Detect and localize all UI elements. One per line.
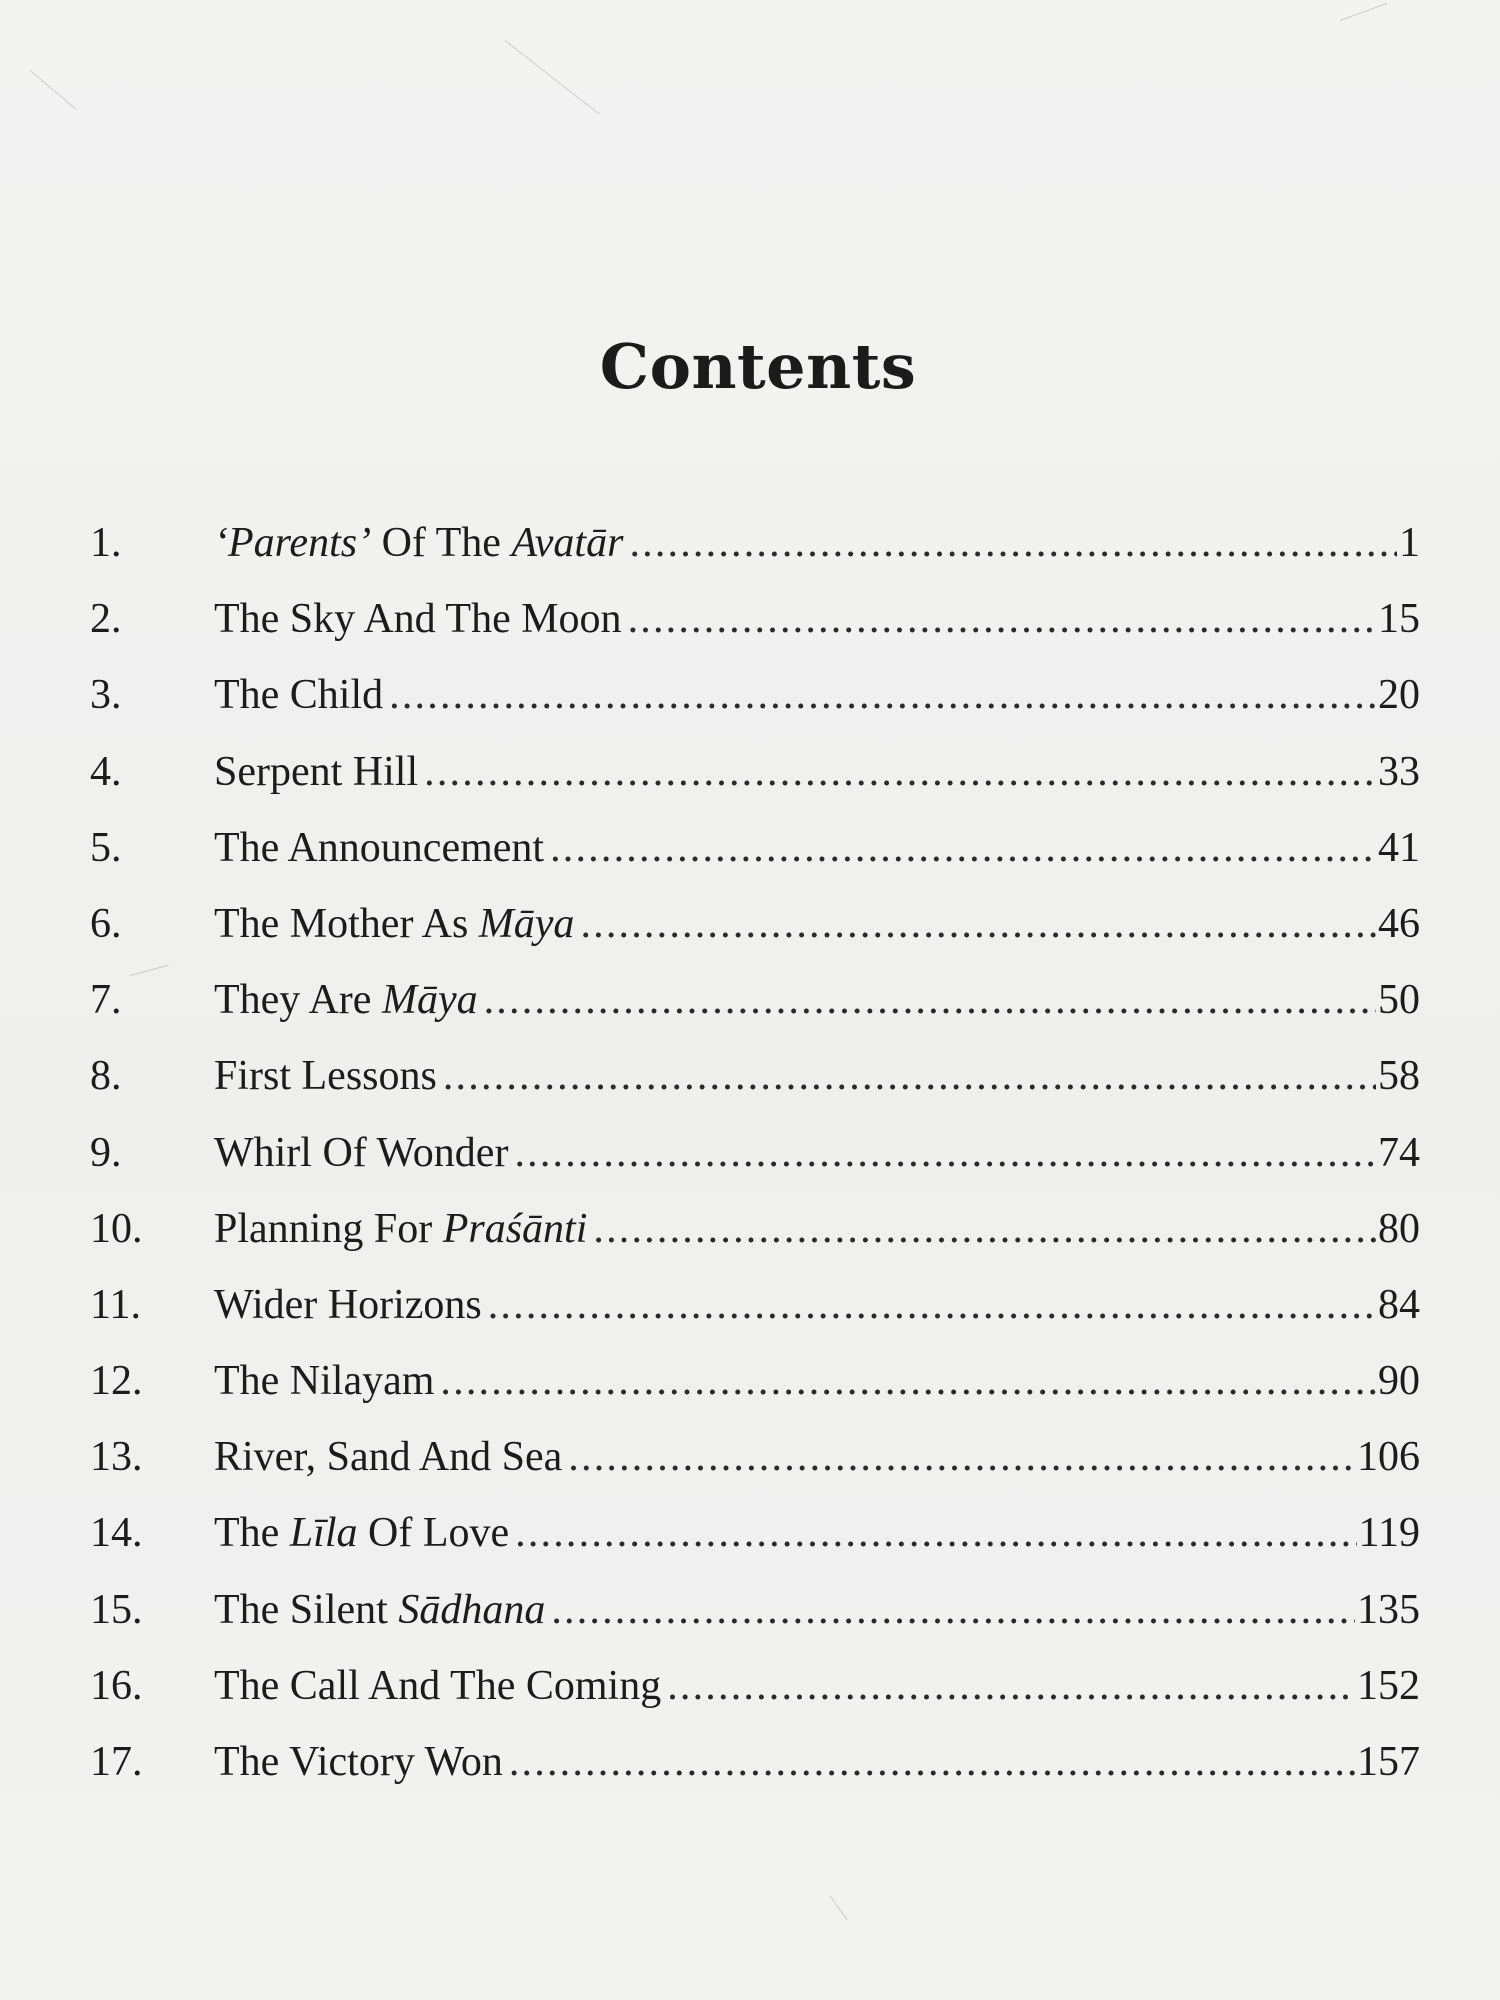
page-title: Contents: [599, 330, 917, 403]
toc-entry-page-number: 41: [1378, 824, 1420, 871]
dot-leader: [568, 1419, 1355, 1495]
toc-entry-page-number: 80: [1378, 1205, 1420, 1252]
toc-entry-number: 7.: [90, 977, 122, 1024]
toc-entry-number: 15.: [90, 1586, 143, 1633]
toc-title-segment: Wider Horizons: [214, 1281, 482, 1328]
paper-scratch: [830, 1895, 848, 1920]
toc-entry: [90, 581, 1420, 657]
toc-entry-title-text: [214, 1267, 488, 1343]
dot-leader: [551, 1572, 1355, 1648]
toc-title-segment: First Lessons: [214, 1053, 437, 1100]
toc-entry: [90, 1419, 1420, 1495]
toc-entry-number: 6.: [90, 900, 122, 947]
toc-entry-number: 3.: [90, 672, 122, 719]
toc-entry-title-text: [214, 962, 484, 1038]
dot-leader: [440, 1343, 1376, 1419]
toc-entry: [90, 1724, 1420, 1800]
dot-leader: [509, 1724, 1355, 1800]
toc-entry-number: 10.: [90, 1205, 143, 1252]
toc-entry-title-text: [214, 886, 580, 962]
toc-entry-number: 17.: [90, 1739, 143, 1785]
toc-entry-page-number: 84: [1378, 1281, 1420, 1328]
paper-scratch: [1340, 3, 1387, 21]
toc-title-segment: The Mother As: [214, 900, 479, 947]
toc-title-segment: The Victory Won: [214, 1739, 503, 1785]
toc-entry: [90, 962, 1420, 1038]
toc-entry-title-text: [214, 1724, 509, 1800]
toc-entry: [90, 1648, 1420, 1724]
toc-entry: [90, 1191, 1420, 1267]
toc-entry: [90, 657, 1420, 733]
paper-scratch: [505, 40, 600, 115]
toc-entry-title: [214, 1724, 1355, 1800]
toc-title-segment: Of Love: [357, 1510, 510, 1557]
toc-entry-page-number: 106: [1357, 1434, 1420, 1481]
toc-entry: [90, 1267, 1420, 1343]
toc-entry-title: [214, 1419, 1355, 1495]
toc-title-segment: River, Sand And Sea: [214, 1434, 563, 1481]
toc-entry-page-number: 20: [1378, 672, 1420, 719]
toc-entry-title: [214, 1648, 1355, 1724]
toc-entry-title-text: [214, 1495, 515, 1571]
toc-entry-number: 16.: [90, 1662, 143, 1709]
toc-entry-title: [214, 886, 1376, 962]
toc-entry-title: [214, 1191, 1376, 1267]
toc-entry-title-text: [214, 1038, 443, 1114]
dot-leader: [593, 1191, 1376, 1267]
toc-title-segment: The Nilayam: [214, 1358, 435, 1405]
toc-entry: [90, 734, 1420, 810]
toc-title-segment: Serpent Hill: [214, 748, 419, 795]
toc-title-segment: The Call And The Coming: [214, 1662, 662, 1709]
toc-entry-page-number: 46: [1378, 900, 1420, 947]
dot-leader: [484, 962, 1376, 1038]
toc-entry-title-text: [214, 1572, 551, 1648]
toc-entry: [90, 1343, 1420, 1419]
toc-entry-page-number: 58: [1378, 1053, 1420, 1100]
toc-entry-page-number: 90: [1378, 1358, 1420, 1405]
toc-title-italic-segment: Māya: [381, 977, 478, 1024]
toc-entry-title: [214, 657, 1376, 733]
toc-entry-number: 4.: [90, 748, 122, 795]
toc-title-segment: The Child: [214, 672, 384, 719]
toc-entry-page-number: 152: [1357, 1662, 1420, 1709]
toc-entry-page-number: 135: [1357, 1586, 1420, 1633]
toc-entry-title-text: [214, 734, 424, 810]
toc-entry-title: [214, 1115, 1376, 1191]
toc-entry-page-number: 1: [1399, 520, 1420, 566]
toc-entry-title-text: [214, 1191, 593, 1267]
toc-title-segment: The Sky And The Moon: [214, 596, 622, 643]
toc-entry-page-number: 50: [1378, 977, 1420, 1024]
table-of-contents: [90, 505, 1420, 1800]
toc-entry-title: [214, 734, 1376, 810]
dot-leader: [424, 734, 1376, 810]
toc-entry-number: 9.: [90, 1129, 122, 1176]
dot-leader: [550, 810, 1376, 886]
dot-leader: [580, 886, 1376, 962]
dot-leader: [514, 1115, 1376, 1191]
toc-title-italic-segment: ‘Parents’: [214, 520, 372, 566]
toc-entry-number: 8.: [90, 1053, 122, 1100]
dot-leader: [628, 581, 1376, 657]
toc-entry: [90, 1572, 1420, 1648]
toc-entry-title-text: [214, 1115, 514, 1191]
toc-entry-page-number: 119: [1358, 1510, 1420, 1557]
toc-entry-page-number: 33: [1378, 748, 1420, 795]
toc-entry: [90, 1115, 1420, 1191]
dot-leader: [488, 1267, 1376, 1343]
toc-title-segment: The: [214, 1510, 290, 1557]
toc-entry-number: 1.: [90, 520, 122, 566]
toc-entry-title-text: [214, 657, 389, 733]
toc-entry-number: 2.: [90, 596, 122, 643]
toc-entry-title-text: [214, 505, 629, 581]
toc-entry-number: 13.: [90, 1434, 143, 1481]
toc-entry-page-number: 74: [1378, 1129, 1420, 1176]
toc-title-segment: Whirl Of Wonder: [214, 1129, 509, 1176]
paper-scratch: [30, 70, 77, 109]
toc-entry: [90, 1038, 1420, 1114]
dot-leader: [443, 1038, 1376, 1114]
toc-entry: [90, 810, 1420, 886]
toc-entry-title-text: [214, 810, 550, 886]
dot-leader: [667, 1648, 1355, 1724]
toc-title-segment: The Announcement: [214, 824, 545, 871]
dot-leader: [389, 657, 1376, 733]
toc-title-segment: Of The: [371, 520, 512, 566]
toc-title-italic-segment: Sādhana: [398, 1586, 546, 1633]
toc-title-segment: The Silent: [214, 1586, 399, 1633]
toc-entry-title: [214, 962, 1376, 1038]
dot-leader: [629, 505, 1397, 581]
toc-entry: [90, 886, 1420, 962]
toc-entry-page-number: 15: [1378, 596, 1420, 643]
toc-title-italic-segment: Praśānti: [442, 1205, 588, 1252]
toc-entry: [90, 505, 1420, 581]
toc-entry-title-text: [214, 1343, 440, 1419]
toc-title-segment: Planning For: [214, 1205, 443, 1252]
toc-title-italic-segment: Avatār: [511, 520, 624, 566]
toc-entry-title-text: [214, 581, 628, 657]
toc-entry-title-text: [214, 1419, 568, 1495]
toc-entry-title: [214, 1495, 1357, 1571]
toc-entry-number: 12.: [90, 1358, 143, 1405]
toc-entry-title: [214, 581, 1376, 657]
toc-entry-title: [214, 1343, 1376, 1419]
toc-entry-number: 5.: [90, 824, 122, 871]
toc-title-italic-segment: Māya: [478, 900, 575, 947]
toc-entry-number: 14.: [90, 1510, 143, 1557]
toc-entry-title: [214, 505, 1397, 581]
toc-entry: [90, 1495, 1420, 1571]
toc-entry-title: [214, 1267, 1376, 1343]
toc-title-italic-segment: Līla: [289, 1510, 358, 1557]
toc-entry-title: [214, 810, 1376, 886]
toc-entry-title-text: [214, 1648, 667, 1724]
toc-entry-page-number: 157: [1357, 1739, 1420, 1785]
toc-entry-title: [214, 1572, 1355, 1648]
toc-title-segment: They Are: [214, 977, 382, 1024]
toc-entry-number: 11.: [90, 1281, 141, 1328]
dot-leader: [515, 1495, 1356, 1571]
toc-entry-title: [214, 1038, 1376, 1114]
